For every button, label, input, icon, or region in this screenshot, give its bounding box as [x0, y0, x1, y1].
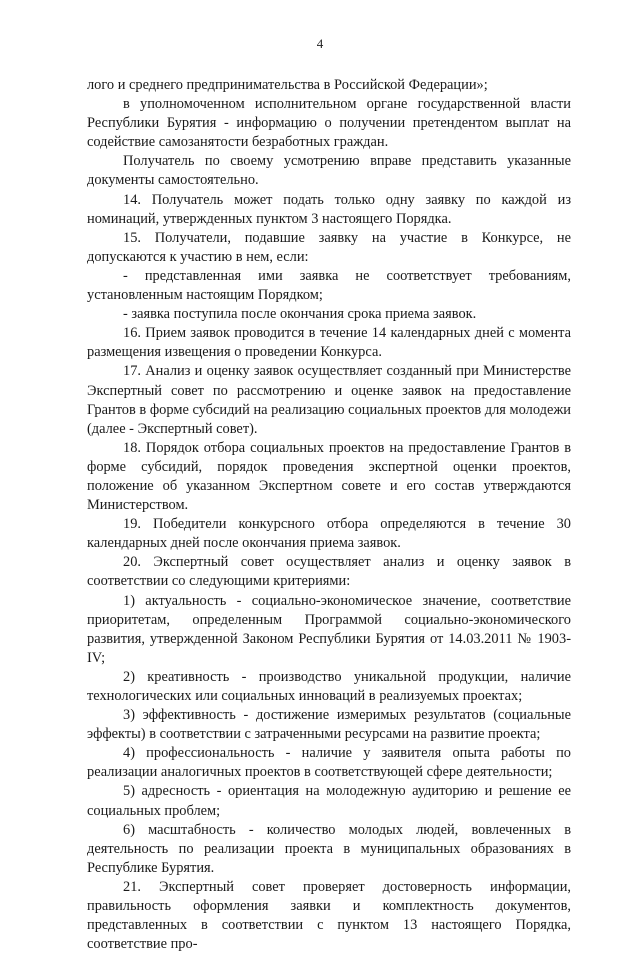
paragraph: 18. Порядок отбора социальных проектов на предоставление Грантов в форме субсидий, порядок проведения экспертной оценки проектов, положение об указанном Экспертном совете и его состав утверждаются Министерством. [87, 439, 571, 514]
paragraph: 15. Получатели, подавшие заявку на участие в Конкурсе, не допускаются к участию в нем, если: [87, 229, 571, 265]
paragraph: в уполномоченном исполнительном органе государственной власти Республики Бурятия - информацию о получении претендентом выплат на содействие самозанятости безработных граждан. [87, 96, 571, 151]
paragraph: - заявка поступила после окончания срока приема заявок. [123, 306, 477, 323]
page-number: 4 [316, 36, 324, 51]
document-body [87, 76, 571, 954]
paragraph: Получатель по своему усмотрению вправе представить указанные документы самостоятельно. [87, 153, 571, 189]
paragraph: 3) эффективность - достижение измеримых результатов (социальные эффекты) в соответствии с затраченными ресурсами на развитие проекта; [87, 707, 571, 743]
paragraph: 2) креативность - производство уникальной продукции, наличие технологических или социальных инноваций в реализуемых проектах; [87, 668, 571, 704]
paragraph: 4) профессиональность - наличие у заявителя опыта работы по реализации аналогичных проектов в соответствующей сфере деятельности; [87, 745, 571, 781]
paragraph: 19. Победители конкурсного отбора определяются в течение 30 календарных дней после окончания приема заявок. [87, 516, 571, 552]
paragraph: 17. Анализ и оценку заявок осуществляет созданный при Министерстве Экспертный совет по рассмотрению и оценке заявок на предоставление Грантов в форме субсидий на реализацию социальных проектов для молодежи (далее - Экспертный совет). [87, 363, 571, 437]
paragraph: 21. Экспертный совет проверяет достоверность информации, правильность оформления заявки и комплектность документов, представленных в соответствии с пунктом 13 настоящего Порядка, соответствие про- [87, 878, 571, 953]
paragraph: 16. Прием заявок проводится в течение 14 календарных дней с момента размещения извещения о проведении Конкурса. [87, 325, 571, 361]
paragraph: 1) актуальность - социально-экономическое значение, соответствие приоритетам, определенным Программой социально-экономического развития, утвержденной Законом Республики Бурятия от 14.03.2011 № 1903-IV; [87, 592, 571, 666]
paragraph: 5) адресность - ориентация на молодежную аудиторию и решение ее социальных проблем; [87, 783, 571, 819]
paragraph: 14. Получатель может подать только одну заявку по каждой из номинаций, утвержденных пунктом 3 настоящего Порядка. [87, 191, 571, 227]
paragraph: 6) масштабность - количество молодых людей, вовлеченных в деятельность по реализации проекта в муниципальных образованиях в Республике Бурятия. [87, 821, 571, 876]
paragraph: - представленная ими заявка не соответствует требованиям, установленным настоящим Порядком; [87, 267, 571, 304]
paragraph: 20. Экспертный совет осуществляет анализ и оценку заявок в соответствии со следующими критериями: [87, 554, 571, 590]
paragraph: лого и среднего предпринимательства в Российской Федерации»; [87, 77, 488, 93]
